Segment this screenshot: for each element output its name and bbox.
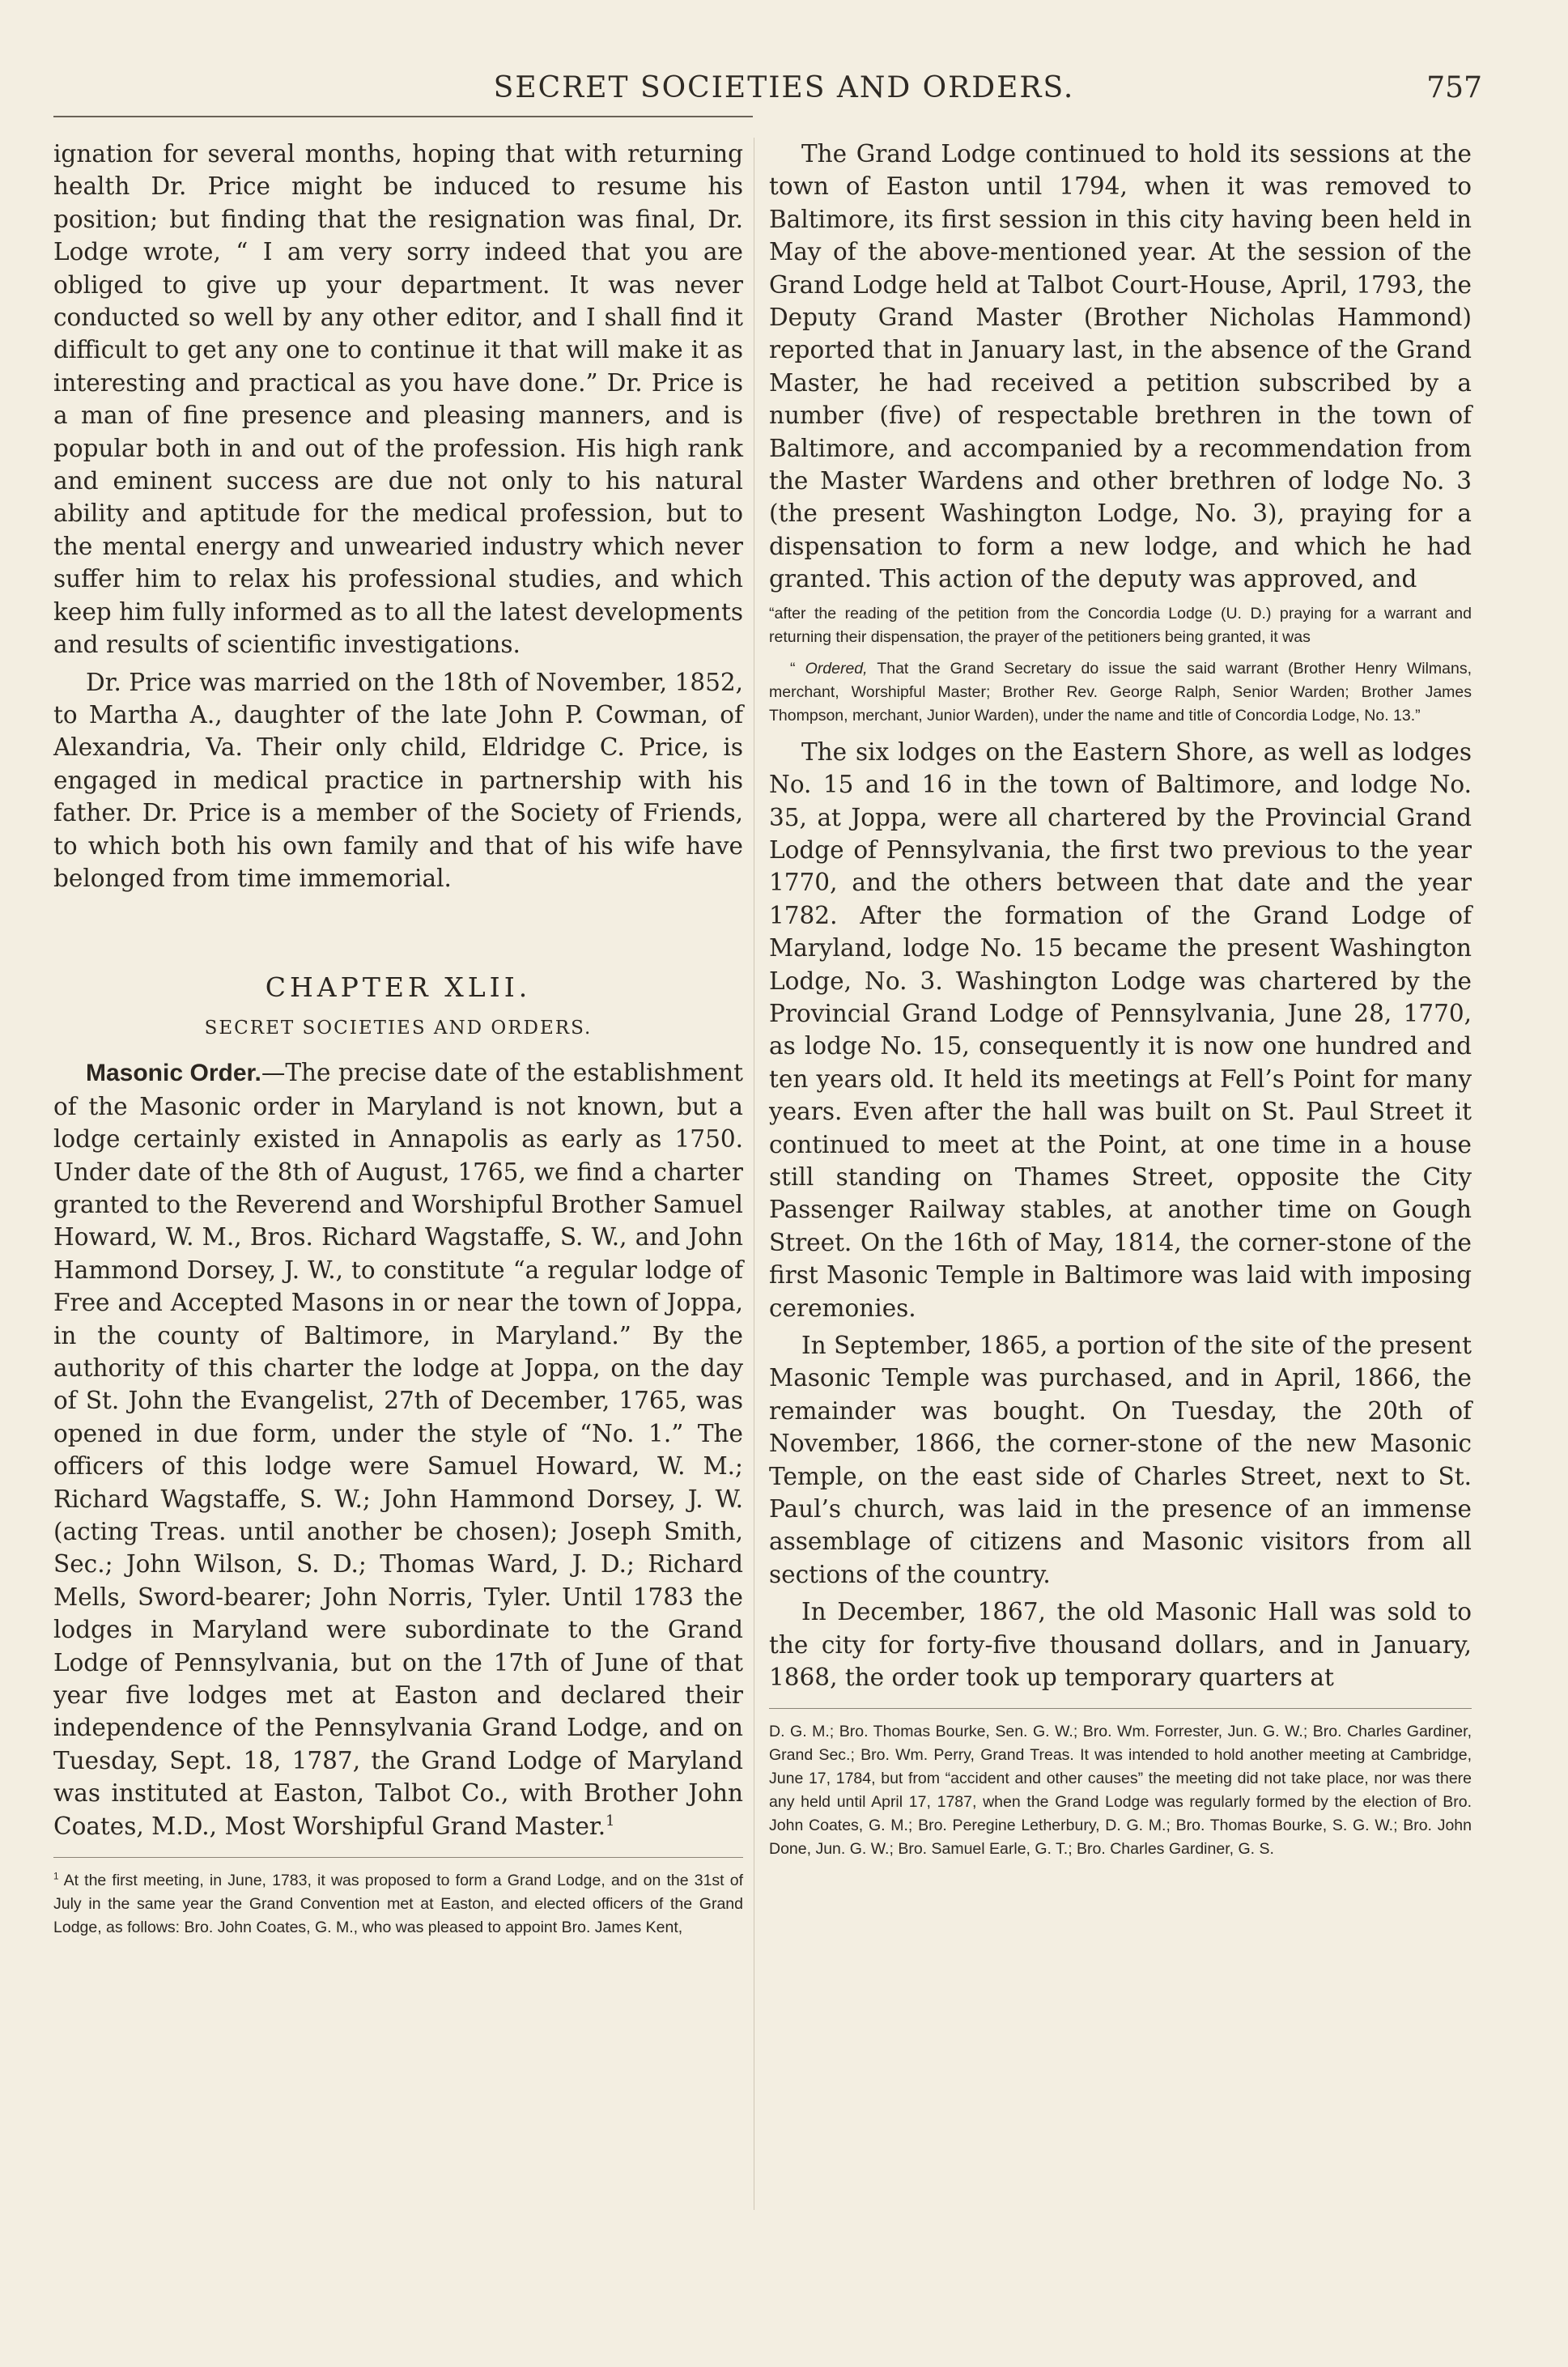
footnote-rule [53, 1857, 743, 1858]
footnote-text: At the first meeting, in June, 1783, it was proposed to form a Grand Lodge, and on the 31st of July in the same year the Grand Convention met at Easton, and elected officers of the Grand Lodge, as follows: Bro. John Coates, G. M., who was pleased to appoint Bro. James Kent, [53, 1872, 743, 1937]
quote-ordered-text: That the Grand Secretary do issue the said warrant (Brother Henry Wilmans, merchant, Worshipful Master; Brother Rev. George Ralph, Senior Warden; Brother James Thompson, merchant, Junior Warden), under the name and title of Concordia Lodge, No. 13.” [769, 659, 1472, 725]
paragraph-eastern-shore-lodges: The six lodges on the Eastern Shore, as well as lodges No. 15 and 16 in the town of Baltimore, and lodge No. 35, at Joppa, were all chartered by the Provincial Grand Lodge of Pennsylvania, the first two previous to the year 1770, and the others between that date and the year 1782. After the formation of the Grand Lodge of Maryland, lodge No. 15 became the present Washington Lodge, No. 3. Washington Lodge was chartered by the Provincial Grand Lodge of Pennsylvania, June 28, 1770, as lodge No. 15, consequently it is now one hundred and ten years old. It held its meetings at Fell’s Point for many years. Even after the hall was built on St. Paul Street it continued to meet at the Point, at one time in a house still standing on Thames Street, opposite the City Passenger Railway stables, at another time on Gough Street. On the 16th of May, 1814, the corner-stone of the first Masonic Temple in Baltimore was laid with imposing ceremonies. [769, 737, 1472, 1322]
chapter-title: CHAPTER XLII. [265, 971, 532, 1004]
quote-petition: “after the reading of the petition from the Concordia Lodge (U. D.) praying for a warrant and returning their dispensation, the prayer of the petitioners being granted, it was [769, 604, 1472, 646]
header-rule [53, 116, 753, 117]
paragraph-new-temple: In September, 1865, a portion of the site of the present Masonic Temple was purchased, and in April, 1866, the remainder was bought. On Tuesday, the 20th of November, 1866, the corner-stone of the new Masonic Temple, on the east side of Charles Street, next to St. Paul’s church, was laid in the presence of an immense assemblage of citizens and Masonic visitors from all sections of the country. [769, 1332, 1472, 1588]
footnote-marker: 1 [53, 1871, 59, 1882]
quote-ordered-label: Ordered, [805, 659, 868, 678]
footnote-1 [53, 1869, 743, 1940]
footnote-ref: 1 [606, 1812, 615, 1829]
paragraph-grand-lodge-sessions: The Grand Lodge continued to hold its sessions at the town of Easton until 1794, when it was removed to Baltimore, its first session in this city having been held in May of the above-mentioned year. At the session of the Grand Lodge held at Talbot Court-House, April, 1793, the Deputy Grand Master (Brother Nicholas Hammond) reported that in January last, in the absence of the Grand Master, he had received a petition subscribed by a number (five) of respectable brethren in the town of Baltimore, and accompanied by a recommendation from the Master Wardens and other brethren of lodge No. 3 (the present Washington Lodge, No. 3), praying for a dispensation to form a new lodge, and which he had granted. This action of the deputy was approved, and [769, 140, 1472, 593]
paragraph-price-resignation: ignation for several months, hoping that with returning health Dr. Price might be induced to resume his position; but finding that the resignation was final, Dr. Lodge wrote, “ I am very sorry indeed that you are obliged to give up your department. It was never conducted so well by any other editor, and I shall find it difficult to get any one to continue it that will make it as interesting and practical as you have done.” Dr. Price is a man of fine presence and pleasing manners, and is popular both in and out of the profession. His high rank and eminent success are due not only to his natural ability and aptitude for the medical profession, but to the mental energy and unwearied industry which never suffer him to relax his professional studies, and which keep him fully informed as to all the latest developments and results of scientific investigations. [53, 140, 743, 659]
footnote-rule-right [769, 1708, 1472, 1709]
paragraph-price-marriage: Dr. Price was married on the 18th of November, 1852, to Martha A., daughter of the late John P. Cowman, of Alexandria, Va. Their only child, Eldridge C. Price, is engaged in medical practice in partnership with his father. Dr. Price is a member of the Society of Friends, to which both his own family and that of his wife have belonged from time immemorial. [53, 668, 744, 892]
running-header [53, 71, 1515, 110]
masonic-order-text: —The precise date of the establishment of the Masonic order in Maryland is not known, but a lodge certainly existed in Annapolis as early as 1750. Under date of the 8th of August, 1765, we find a charter granted to the Reverend and Worshipful Brother Samuel Howard, W. M., Bros. Richard Wagstaffe, S. W., and John Hammond Dorsey, J. W., to constitute “a regular lodge of Free and Accepted Masons in or near the town of Joppa, in the county of Baltimore, in Maryland.” By the authority of this charter the lodge at Joppa, on the day of St. John the Evangelist, 27th of December, 1765, was opened in due form, under the style of “No. 1.” The officers of this lodge were Samuel Howard, W. M.; Richard Wagstaffe, S. W.; John Hammond Dorsey, J. W. (acting Treas. until another be chosen); Joseph Smith, Sec.; John Wilson, S. D.; Thomas Ward, J. D.; Richard Mells, Sword-bearer; John Norris, Tyler. Until 1783 the lodges in Maryland were subordinate to the Grand Lodge of Pennsylvania, but on the 17th of June of that year five lodges met at Easton and declared their independence of the Pennsylvania Grand Lodge, and on Tuesday, Sept. 18, 1787, the Grand Lodge of Maryland was instituted at Easton, Talbot Co., with Brother John Coates, M.D., Most Worshipful Grand Master. [53, 1059, 743, 1840]
paragraph-masonic-order [53, 1056, 743, 1842]
masonic-order-heading: Masonic Order. [86, 1060, 261, 1087]
footnote-1-continued: D. G. M.; Bro. Thomas Bourke, Sen. G. W.; Bro. Wm. Forrester, Jun. G. W.; Bro. Charles Gardiner, Grand Sec.; Bro. Wm. Perry, Grand Treas. It was intended to hold another meeting at Cambridge, June 17, 1784, but from “accident and other causes” the meeting did not take place, nor was there any held until April 17, 1787, when the Grand Lodge was regularly formed by the election of Bro. John Coates, G. M.; Bro. Peregine Letherbury, D. G. M.; Bro. Thomas Bourke, S. G. W.; Bro. John Done, Jun. G. W.; Bro. Samuel Earle, G. T.; Bro. Charles Gardiner, G. S. [769, 1723, 1472, 1859]
chapter-subtitle: SECRET SOCIETIES AND ORDERS. [204, 1018, 593, 1039]
running-title: SECRET SOCIETIES AND ORDERS. [493, 71, 1075, 104]
left-column [53, 138, 743, 1940]
right-column [769, 138, 1472, 1861]
quote-ordered: “ Ordered, That the Grand Secretary do issue the said warrant (Brother Henry Wilmans, merchant, Worshipful Master; Brother Rev. George Ralph, Senior Warden; Brother James Thompson, merchant, Junior Warden), under the name and title of Concordia Lodge, No. 13.” [769, 659, 1472, 725]
page-number: 757 [1426, 71, 1482, 104]
paragraph-old-hall-sold: In December, 1867, the old Masonic Hall was sold to the city for forty-five thousand dollars, and in January, 1868, the order took up temporary quarters at [769, 1598, 1472, 1692]
